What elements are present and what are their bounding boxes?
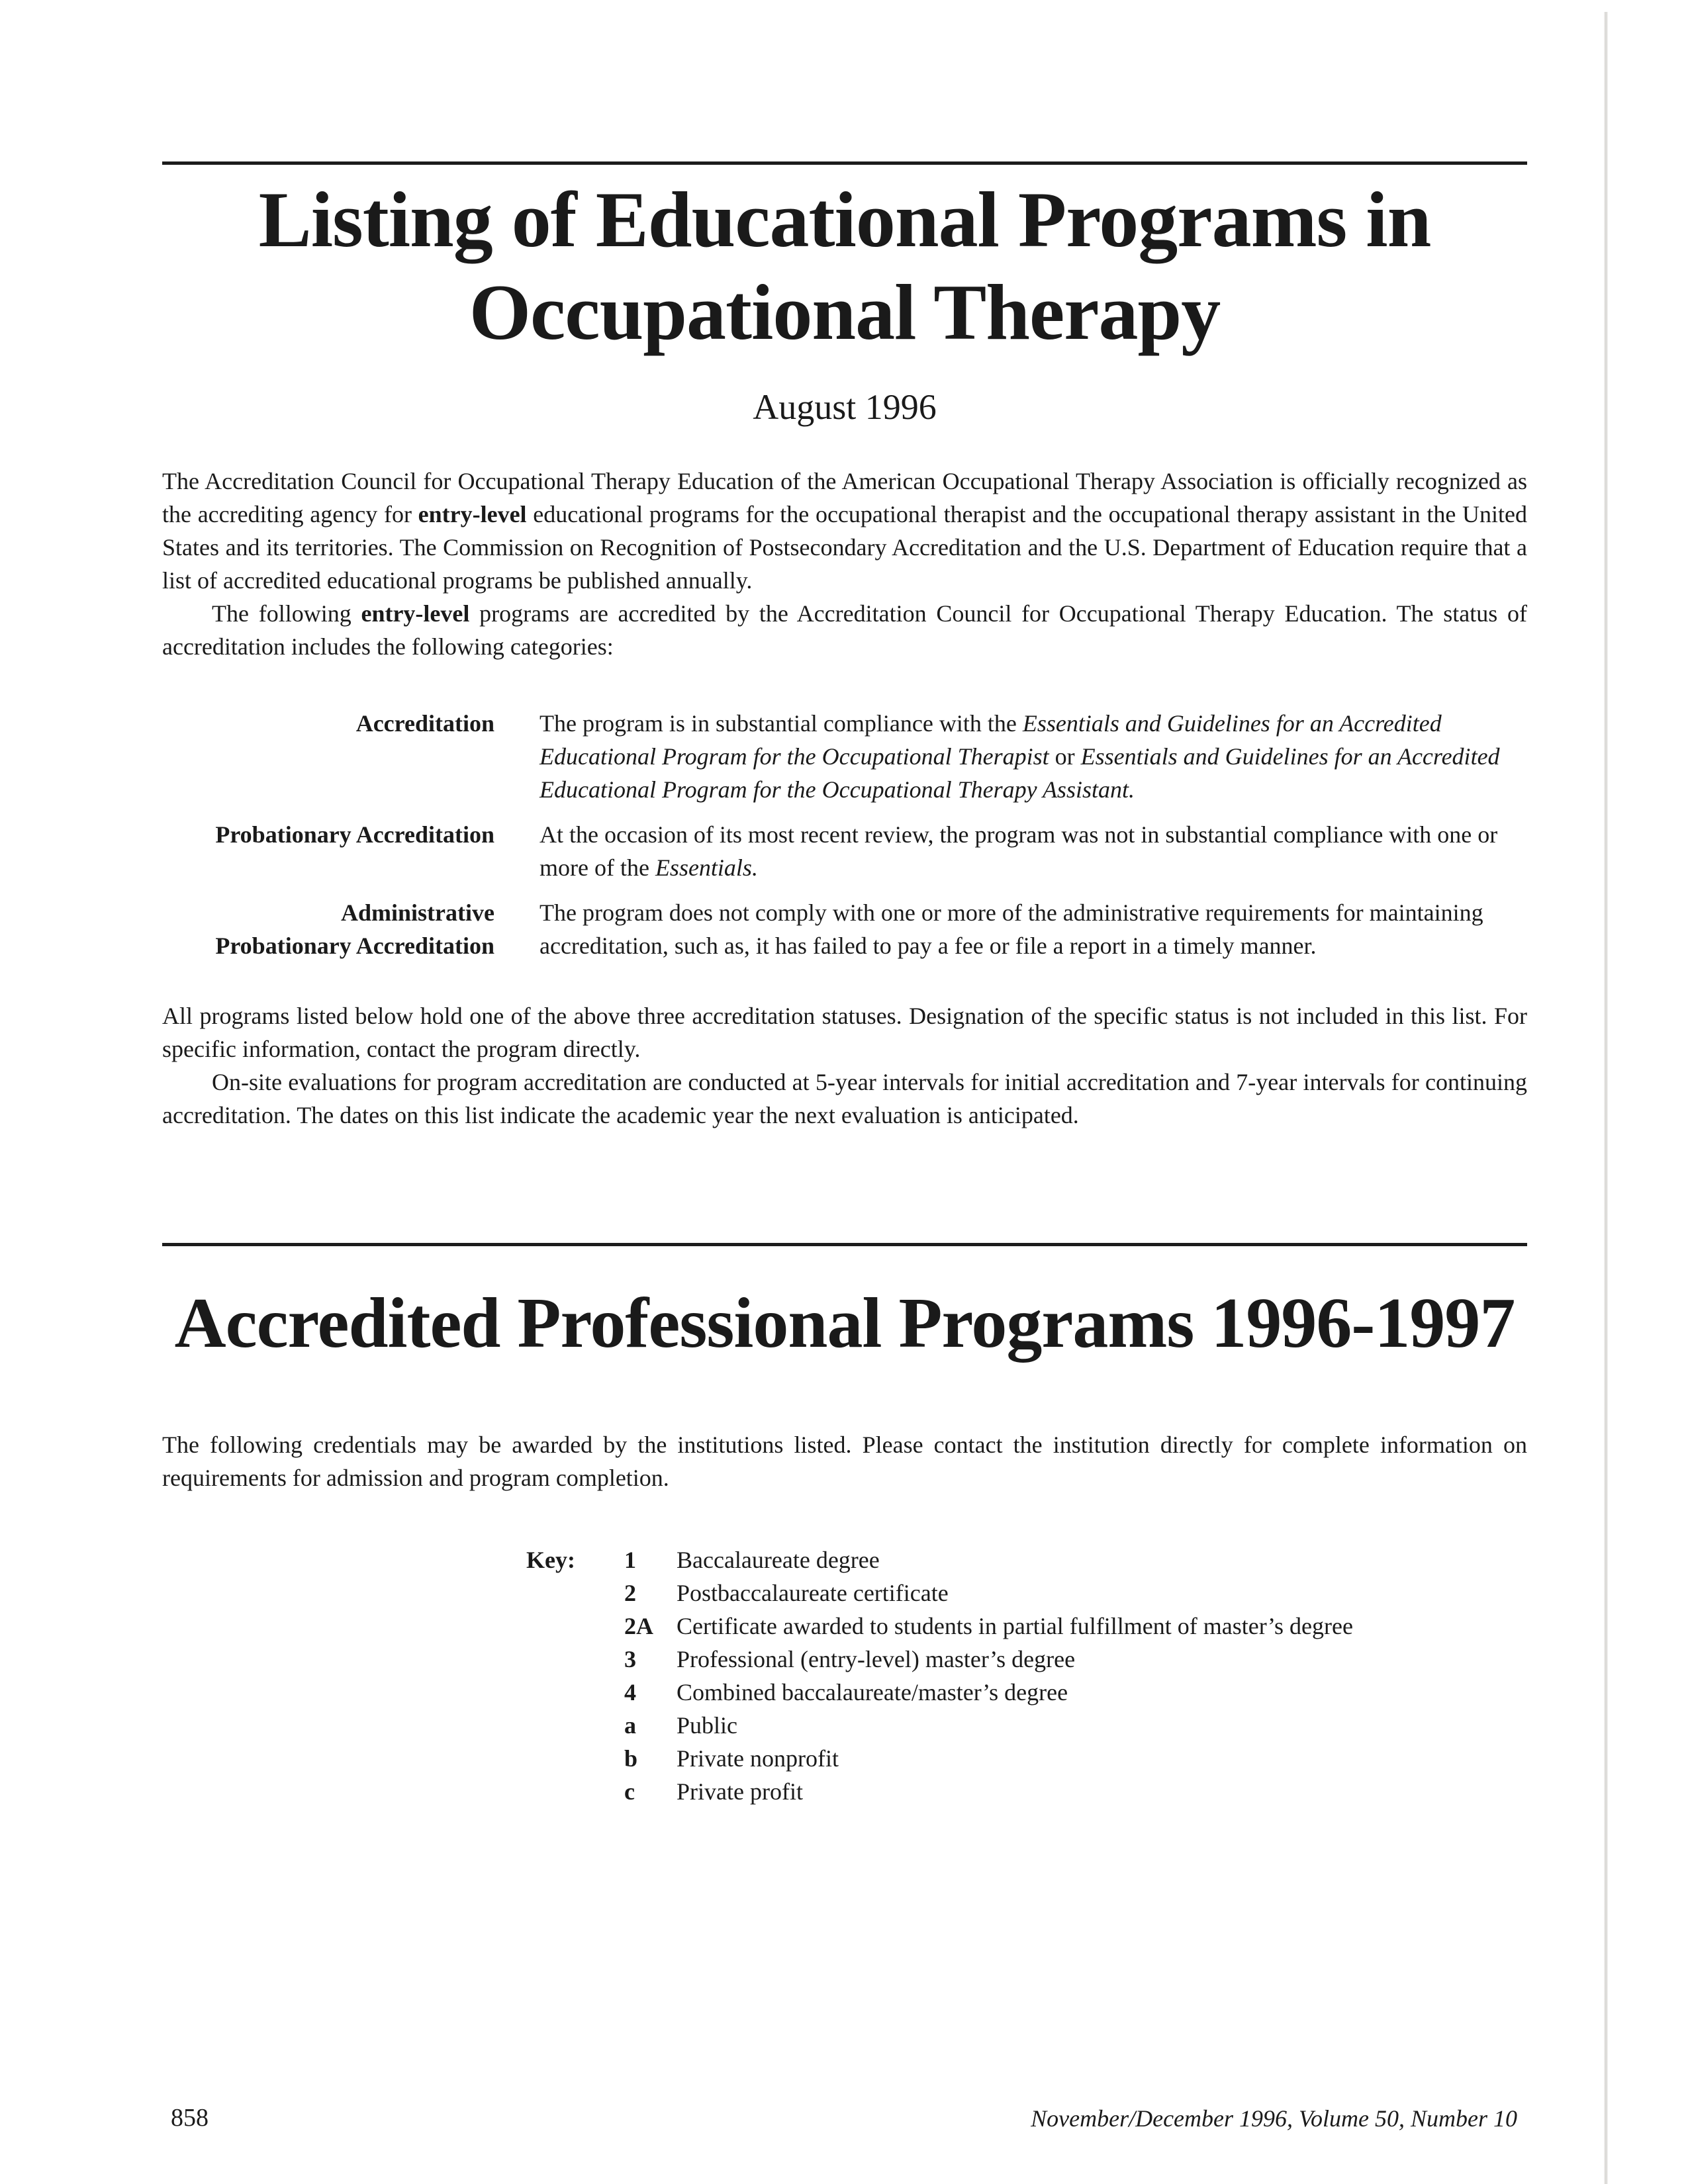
publication-date: August 1996 [753, 387, 937, 427]
key-code: 2 [624, 1580, 636, 1606]
key-description: Private profit [677, 1778, 803, 1805]
category-accreditation [162, 707, 1527, 806]
scan-edge-artifact [1604, 12, 1608, 2184]
journal-issue: November/December 1996, Volume 50, Number 10 [1031, 2105, 1517, 2132]
category-term: Probationary Accreditation [215, 821, 494, 848]
key-description: Combined baccalaureate/master’s degree [677, 1679, 1068, 1706]
key-description: Public [677, 1712, 738, 1739]
page-title-line1: Listing of Educational Programs in [258, 175, 1431, 263]
top-rule [162, 161, 1527, 165]
page-title-line2: Occupational Therapy [469, 268, 1221, 356]
category-description: The program does not comply with one or more of the administrative requirements for maintaining accreditation, such as, it has failed to pay a fee or file a report in a timely manner. [539, 899, 1483, 959]
key-description: Baccalaureate degree [677, 1547, 880, 1573]
key-label: Key: [526, 1547, 575, 1573]
category-term: Administrative Probationary Accreditation [215, 899, 494, 959]
key-description: Professional (entry-level) master’s degree [677, 1646, 1076, 1672]
key-row [526, 1576, 1353, 1610]
category-description: The program is in substantial compliance with the Essentials and Guidelines for an Accredited Educational Program for the Occupational Therapist or Essentials and Guidelines for an Accredited Educational Program for the Occupational Therapy Assistant. [539, 710, 1500, 803]
section-title: Accredited Professional Programs 1996-1997 [174, 1284, 1515, 1363]
key-description: Private nonprofit [677, 1745, 839, 1772]
category-administrative-probationary [162, 896, 1527, 962]
key-description: Postbaccalaureate certificate [677, 1580, 949, 1606]
key-code: c [624, 1778, 635, 1805]
intro-paragraph-1: The Accreditation Council for Occupational Therapy Education of the American Occupational Therapy Association is officially recognized as the accrediting agency for entry-level educational programs for the occupational therapist and the occupational therapy assistant in the United States and its territories. The Commission on Recognition of Postsecondary Accreditation and the U.S. Department of Education require that a list of accredited educational programs be published annually. [162, 468, 1527, 594]
key-code: a [624, 1712, 636, 1739]
key-description: Certificate awarded to students in partial fulfillment of master’s degree [677, 1613, 1353, 1639]
key-code: 1 [624, 1547, 636, 1573]
category-description: At the occasion of its most recent review, the program was not in substantial compliance with one or more of the Essentials. [539, 821, 1498, 881]
entry-level-emphasis: entry-level [361, 600, 470, 627]
category-probationary [162, 818, 1527, 884]
key-code: 4 [624, 1679, 636, 1706]
key-code: b [624, 1745, 638, 1772]
accreditation-categories [162, 707, 1527, 974]
intro-paragraph-2: The following entry-level programs are accredited by the Accreditation Council for Occupational Therapy Education. The status of accreditation includes the following categories: [162, 600, 1527, 660]
key-row [526, 1543, 1353, 1576]
key-code: 2A [624, 1613, 653, 1639]
key-row [526, 1676, 1353, 1709]
section-intro: The following credentials may be awarded by the institutions listed. Please contact the institution directly for complete information on requirements for admission and program completion. [162, 1432, 1527, 1491]
page-number: 858 [171, 2104, 209, 2132]
key-row [526, 1610, 1353, 1643]
section-rule [162, 1243, 1527, 1246]
key-row [526, 1643, 1353, 1676]
page-title [162, 173, 1527, 359]
key-row [526, 1742, 1353, 1775]
key-row [526, 1775, 1353, 1808]
credential-key [526, 1543, 1353, 1808]
key-row [526, 1709, 1353, 1742]
status-note-paragraph-2: On-site evaluations for program accreditation are conducted at 5-year intervals for initial accreditation and 7-year intervals for continuing accreditation. The dates on this list indicate the academic year the next evaluation is anticipated. [162, 1069, 1527, 1128]
entry-level-emphasis: entry-level [418, 501, 527, 527]
status-note-paragraph-1: All programs listed below hold one of the above three accreditation statuses. Designation of the specific status is not included in this list. For specific information, contact the program directly. [162, 1003, 1527, 1062]
key-code: 3 [624, 1646, 636, 1672]
category-term: Accreditation [355, 710, 494, 737]
